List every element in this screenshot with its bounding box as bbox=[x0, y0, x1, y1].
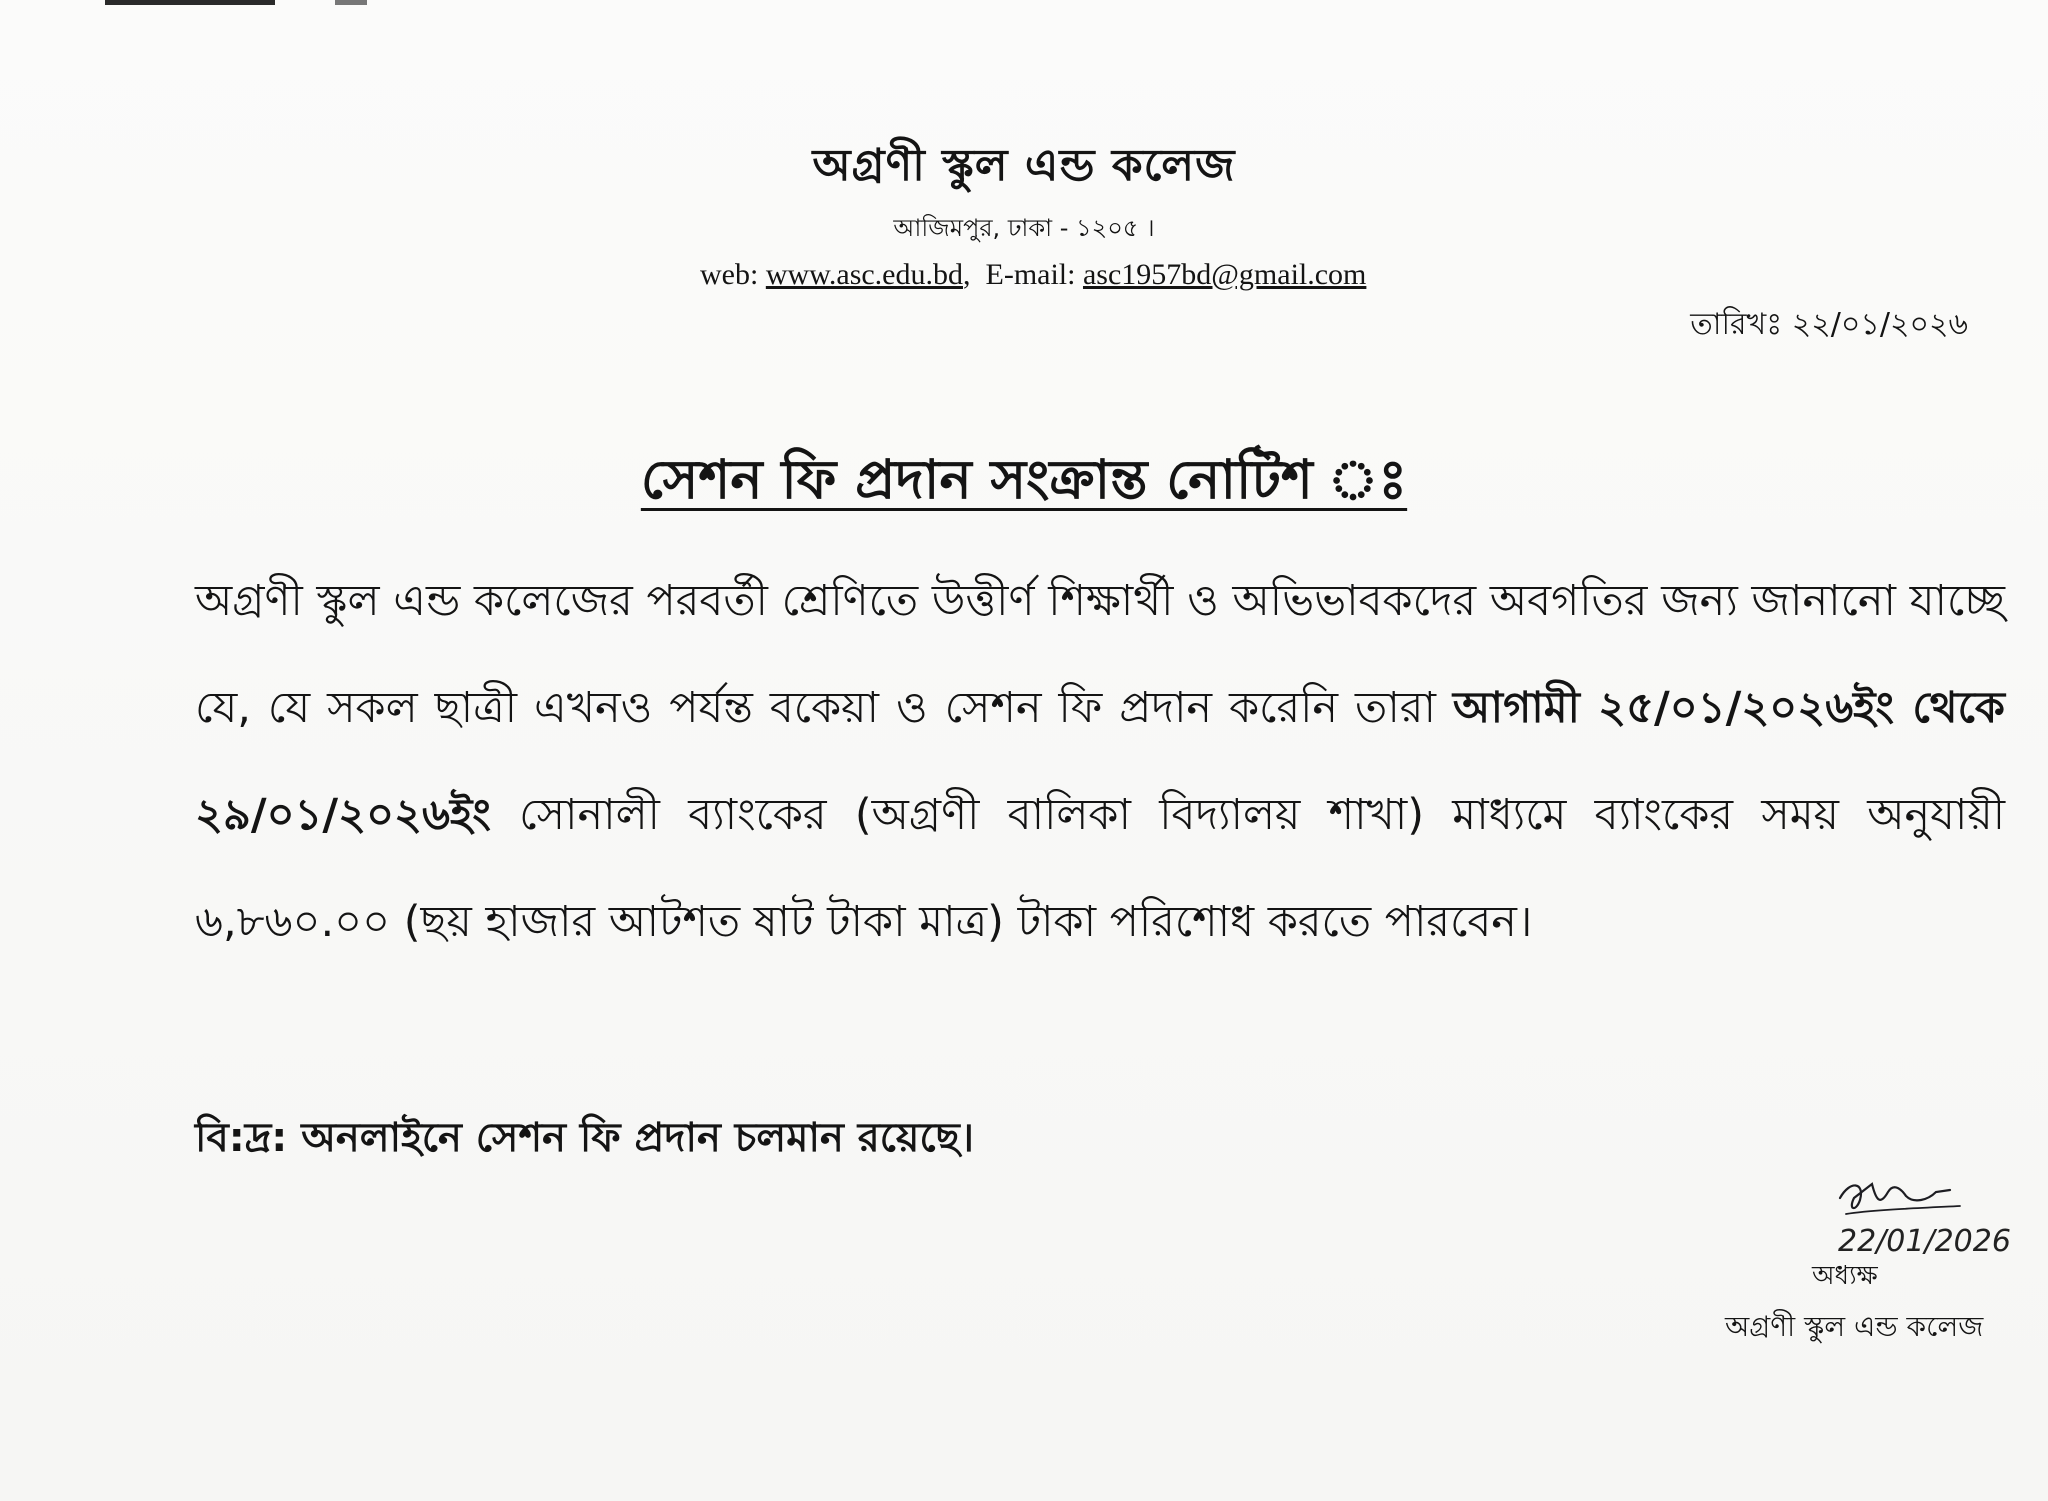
email-link[interactable]: asc1957bd@gmail.com bbox=[1082, 258, 1367, 291]
notice-body-part2: সোনালী ব্যাংকের (অগ্রণী বালিকা বিদ্যালয় শাখা) মাধ্যমে ব্যাংকের সময় অনুযায়ী ৬,৮৬০.০০ (ছয় হাজার আটশত ষাট টাকা মাত্র) টাকা পরিশোধ করতে পারবেন। bbox=[195, 790, 2005, 947]
notice-body bbox=[195, 548, 2005, 976]
school-address: আজিমপুর, ঢাকা - ১২০৫ । bbox=[893, 214, 1155, 242]
web-label: web: bbox=[700, 258, 759, 291]
notice-footnote: বি:দ্র: অনলাইনে সেশন ফি প্রদান চলমান রয়েছে। bbox=[195, 1115, 975, 1161]
notice-body-part1: অগ্রণী স্কুল এন্ড কলেজের পরবর্তী শ্রেণিতে উত্তীর্ণ শিক্ষার্থী ও অভিভাবকদের অবগতির জন্য জানানো যাচ্ছে যে, যে সকল ছাত্রী এখনও পর্যন্ত বকেয়া ও সেশন ফি প্রদান করেনি তারা bbox=[195, 576, 2005, 733]
scan-edge-mark bbox=[335, 0, 367, 5]
scan-edge-mark bbox=[105, 0, 275, 5]
notice-title-text: সেশন ফি প্রদান সংক্রান্ত নোটিশ ঃ bbox=[640, 448, 1408, 511]
contact-line: web: www.asc.edu.bd, E-mail: asc1957bd@gmail.com bbox=[700, 258, 1367, 291]
notice-title bbox=[0, 438, 2048, 528]
signature-date: 22/01/2026 bbox=[1838, 1224, 2011, 1259]
signatory-institution: অগ্রণী স্কুল এন্ড কলেজ bbox=[1725, 1310, 1984, 1343]
web-link[interactable]: www.asc.edu.bd bbox=[765, 258, 963, 291]
signatory-title: অধ্যক্ষ bbox=[1812, 1261, 1878, 1291]
notice-date: তারিখঃ ২২/০১/২০২৬ bbox=[1690, 307, 1968, 342]
notice-body-dates: আগামী ২৫/০১/২০২৬ইং থেকে ২৯/০১/২০২৬ইং bbox=[195, 683, 2005, 840]
school-name: অগ্রণী স্কুল এন্ড কলেজ bbox=[812, 140, 1236, 191]
email-label: E-mail: bbox=[985, 258, 1076, 291]
